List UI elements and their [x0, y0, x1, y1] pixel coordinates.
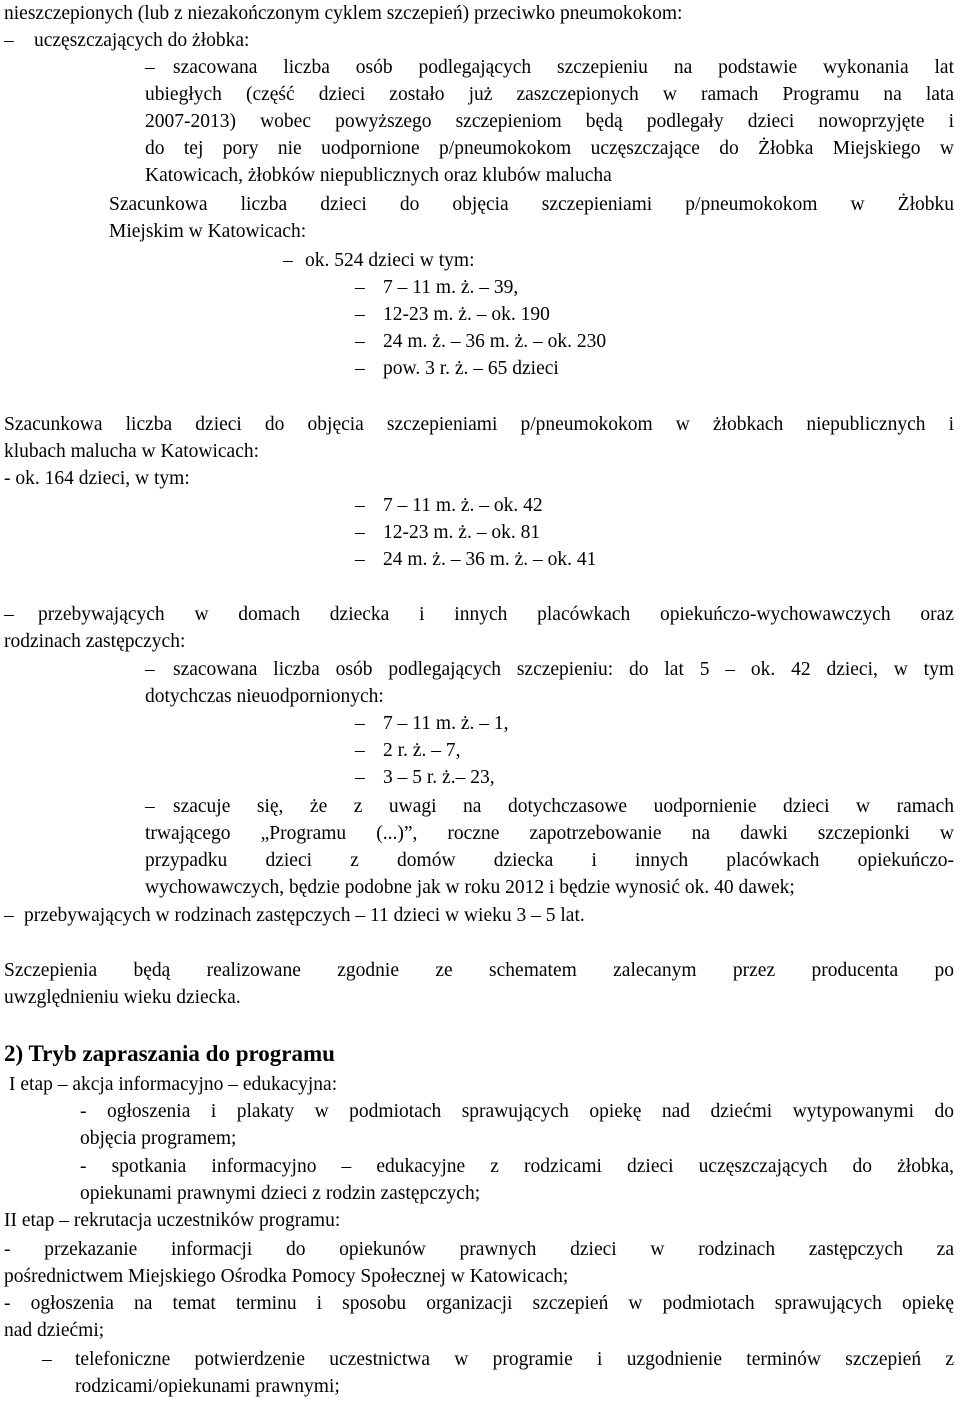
- dash-marker: –: [4, 604, 14, 625]
- etap2-item: nad dziećmi;: [4, 1320, 105, 1341]
- bullet-label: uczęszczających do żłobka:: [34, 30, 250, 51]
- age-item: 3 – 5 r. ż.– 23,: [383, 767, 495, 788]
- niepubl-line: Szacunkowa liczba dzieci do objęcia szczepieniami p/pneumokokom w żłobkach niepublicznych i: [4, 414, 954, 435]
- dash-marker: –: [4, 30, 14, 51]
- niepubl-total: - ok. 164 dzieci, w tym:: [4, 468, 190, 489]
- etap1-item: - ogłoszenia i plakaty w podmiotach sprawujących opiekę nad dziećmi wytypowanymi do: [80, 1101, 954, 1122]
- domy-zapotrzebowanie-line: wychowawczych, będzie podobne jak w roku 2012 i będzie wynosić ok. 40 dawek;: [145, 877, 795, 898]
- dash-marker: –: [355, 277, 365, 298]
- dash-marker: –: [355, 358, 365, 379]
- etap-1-label: I etap – akcja informacyjno – edukacyjna:: [9, 1074, 338, 1095]
- schemat-line: Szczepienia będą realizowane zgodnie ze schematem zalecanym przez producenta po: [4, 960, 954, 981]
- domy-line: przebywających w domach dziecka i innych placówkach opiekuńczo-wychowawczych oraz: [38, 604, 954, 625]
- age-item: 12-23 m. ż. – ok. 81: [383, 522, 541, 543]
- zlobek-line: Katowicach, żłobków niepublicznych oraz klubów malucha: [145, 165, 612, 186]
- age-item: 24 m. ż. – 36 m. ż. – ok. 230: [383, 331, 607, 352]
- domy-line: rodzinach zastępczych:: [4, 631, 186, 652]
- zlobek-estimate-line: Szacunkowa liczba dzieci do objęcia szczepieniami p/pneumokokom w Żłobku: [109, 194, 954, 215]
- etap2-item: - ogłoszenia na temat terminu i sposobu organizacji szczepień w podmiotach sprawujących opiekę: [4, 1293, 954, 1314]
- dash-marker: –: [355, 522, 365, 543]
- zlobek-estimate-line: Miejskim w Katowicach:: [109, 221, 307, 242]
- age-item: 2 r. ż. – 7,: [383, 740, 461, 761]
- zlobek-line: ubiegłych (część dzieci zostało już zaszczepionych w ramach Programu na lata: [145, 84, 954, 105]
- etap2-item: rodzicami/opiekunami prawnymi;: [75, 1376, 340, 1397]
- dash-marker: –: [145, 57, 155, 78]
- dash-marker: –: [145, 796, 155, 817]
- dash-marker: –: [4, 905, 14, 926]
- dash-marker: –: [355, 331, 365, 352]
- domy-estimate-line: dotychczas nieuodpornionych:: [145, 686, 384, 707]
- dash-marker: –: [355, 713, 365, 734]
- age-item: 7 – 11 m. ż. – 39,: [383, 277, 519, 298]
- dash-marker: –: [355, 767, 365, 788]
- niepubl-line: klubach malucha w Katowicach:: [4, 441, 260, 462]
- dash-marker: –: [355, 304, 365, 325]
- etap-2-label: II etap – rekrutacja uczestników programu:: [4, 1210, 341, 1231]
- domy-estimate-line: szacowana liczba osób podlegających szczepieniu: do lat 5 – ok. 42 dzieci, w tym: [173, 659, 954, 680]
- dash-marker: –: [355, 495, 365, 516]
- age-item: 12-23 m. ż. – ok. 190: [383, 304, 550, 325]
- zlobek-line: szacowana liczba osób podlegających szczepieniu na podstawie wykonania lat: [173, 57, 954, 78]
- domy-zapotrzebowanie-line: trwającego „Programu (...)”, roczne zapotrzebowanie na dawki szczepionki w: [145, 823, 954, 844]
- age-item: 7 – 11 m. ż. – ok. 42: [383, 495, 543, 516]
- age-item: 24 m. ż. – 36 m. ż. – ok. 41: [383, 549, 597, 570]
- etap2-item: telefoniczne potwierdzenie uczestnictwa w programie i uzgodnienie terminów szczepień z: [75, 1349, 954, 1370]
- age-item: 7 – 11 m. ż. – 1,: [383, 713, 509, 734]
- zlobek-line: do tej pory nie uodpornione p/pneumokokom uczęszczające do Żłobka Miejskiego w: [145, 138, 954, 159]
- age-item: pow. 3 r. ż. – 65 dzieci: [383, 358, 559, 379]
- dash-marker: –: [42, 1349, 52, 1370]
- zlobek-line: 2007-2013) wobec powyższego szczepieniom będą podlegały dzieci nowoprzyjęte i: [145, 111, 954, 132]
- etap2-item: - przekazanie informacji do opiekunów prawnych dzieci w rodzinach zastępczych za: [4, 1239, 954, 1260]
- dash-marker: –: [283, 250, 293, 271]
- domy-zapotrzebowanie-line: przypadku dzieci z domów dziecka i innych placówkach opiekuńczo-: [145, 850, 954, 871]
- domy-zapotrzebowanie-line: szacuje się, że z uwagi na dotychczasowe uodpornienie dzieci w ramach: [173, 796, 954, 817]
- zlobek-total: ok. 524 dzieci w tym:: [305, 250, 475, 271]
- etap1-item: objęcia programem;: [80, 1128, 237, 1149]
- etap1-item: opiekunami prawnymi dzieci z rodzin zastępczych;: [80, 1183, 481, 1204]
- dash-marker: –: [145, 659, 155, 680]
- etap2-item: pośrednictwem Miejskiego Ośrodka Pomocy Społecznej w Katowicach;: [4, 1266, 569, 1287]
- section-heading: 2) Tryb zapraszania do programu: [4, 1041, 335, 1066]
- dash-marker: –: [355, 740, 365, 761]
- rodziny-zastepcze: przebywających w rodzinach zastępczych – 11 dzieci w wieku 3 – 5 lat.: [24, 905, 585, 926]
- schemat-line: uwzględnieniu wieku dziecka.: [4, 987, 241, 1008]
- dash-marker: –: [355, 549, 365, 570]
- intro-line: nieszczepionych (lub z niezakończonym cyklem szczepień) przeciwko pneumokokom:: [4, 3, 683, 24]
- etap1-item: - spotkania informacyjno – edukacyjne z rodzicami dzieci uczęszczających do żłobka,: [80, 1156, 954, 1177]
